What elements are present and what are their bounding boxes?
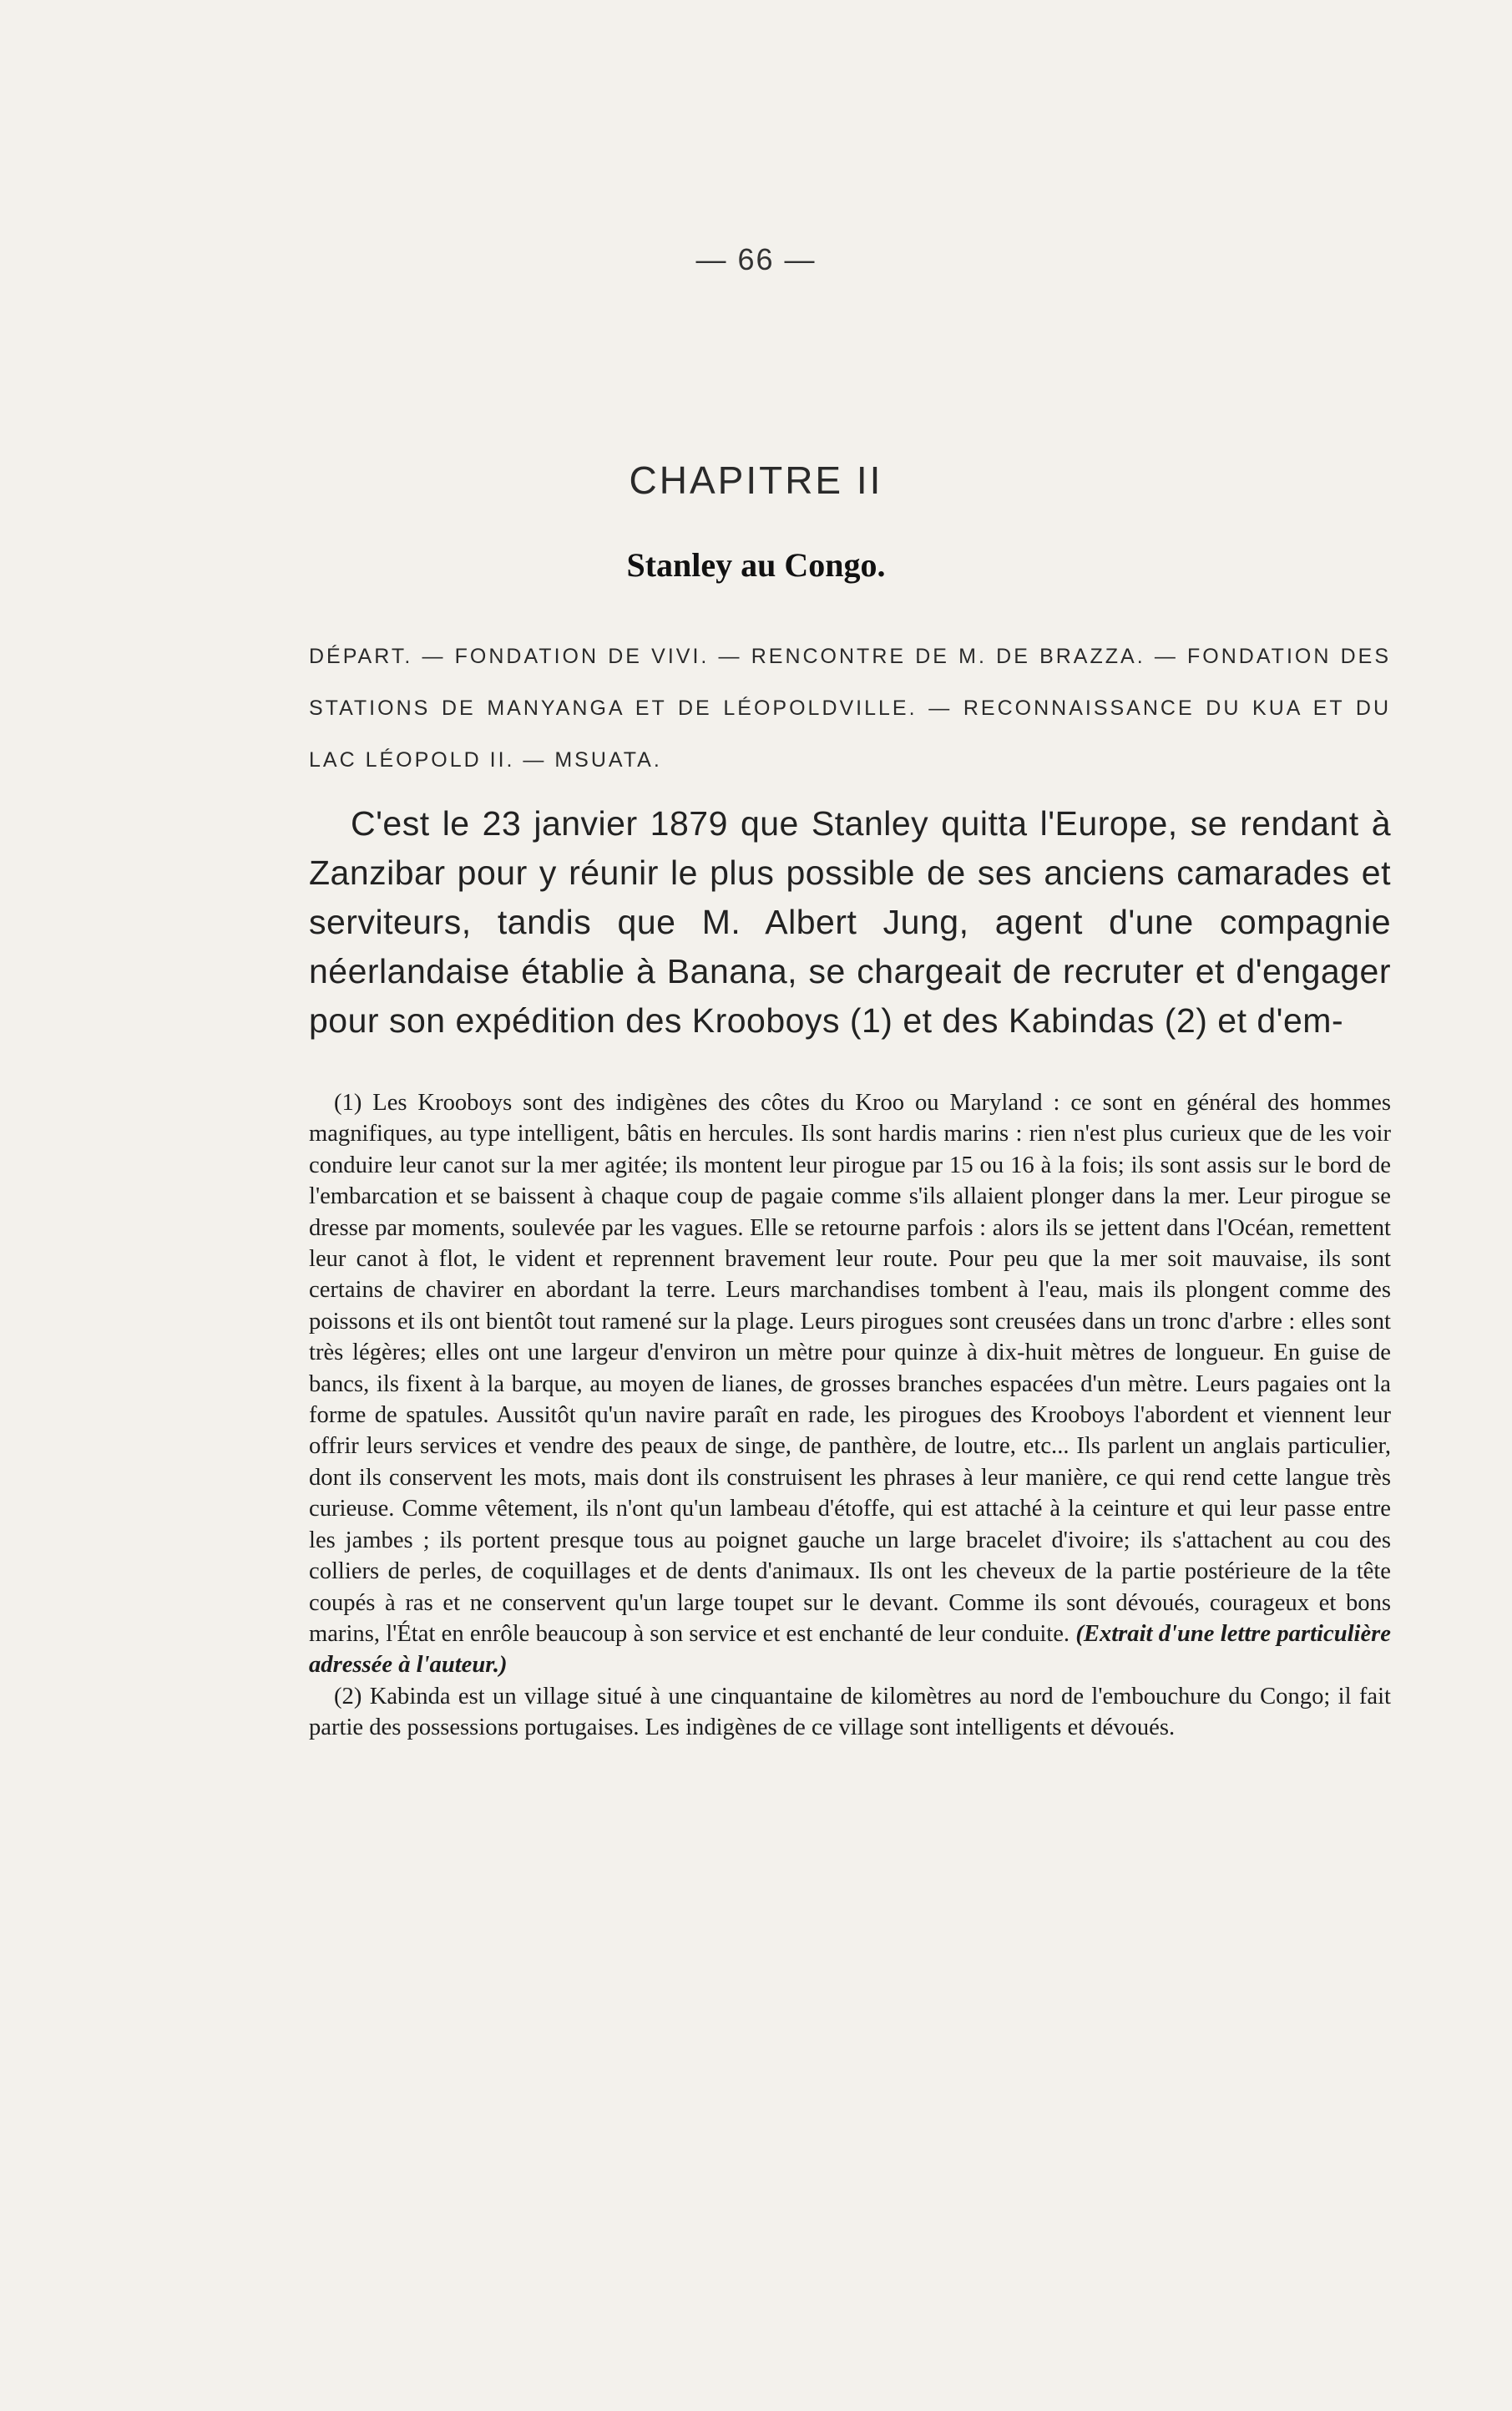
footnote-1-source: (Extrait d'une lettre particulière adressée à l'auteur.): [309, 1620, 1391, 1679]
chapter-title: CHAPITRE II: [629, 458, 883, 502]
chapter-subtitle: Stanley au Congo.: [626, 546, 886, 584]
footnotes: [309, 1087, 1391, 1744]
body-paragraph: C'est le 23 janvier 1879 que Stanley quitta l'Europe, se rendant à Zanzibar pour y réunir le plus possible de ses anciens camarades et serviteurs, tandis que M. Albert Jung, agent d'une compagnie néerlandaise établie à Banana, se chargeait de recruter et d'engager pour son expédition des Krooboys (1) et des Kabindas (2) et d'em-: [309, 804, 1391, 1040]
chapter-summary: DÉPART. — FONDATION DE VIVI. — RENCONTRE DE M. DE BRAZZA. — FONDATION DES STATIONS DE MANYANGA ET DE LÉOPOLDVILLE. — RECONNAISSANCE DU KUA ET DU LAC LÉOPOLD II. — MSUATA.: [309, 645, 1391, 772]
page-number: — 66 —: [695, 242, 817, 276]
footnote-2: [309, 1681, 1391, 1744]
footnote-1-text: (1) Les Krooboys sont des indigènes des côtes du Kroo ou Maryland : ce sont en général des hommes magnifiques, au type intelligent, bâtis en hercules. Ils sont hardis marins : rien n'est plus curieux que de les voir conduire leur canot sur la mer agitée; ils montent leur pirogue par 15 ou 16 à la fois; ils sont assis sur le bord de l'embarcation et se baissent à chaque coup de pagaie comme s'ils allaient plonger dans la mer. Leur pirogue se dresse par moments, soulevée par les vagues. Elle se retourne parfois : alors ils se jettent dans l'Océan, remettent leur canot à flot, le vident et reprennent bravement leur route. Pour peu que la mer soit mauvaise, ils sont certains de chavirer en abordant la terre. Leurs marchandises tombent à l'eau, mais ils plongent comme des poissons et ils ont bientôt tout ramené sur la plage. Leurs pirogues sont creusées dans un tronc d'arbre : elles sont très légères; elles ont une largeur d'environ un mètre pour quinze à dix-huit mètres de longueur. En guise de bancs, ils fixent à la barque, au moyen de lianes, de grosses branches espacées d'un mètre. Leurs pagaies ont la forme de spatules. Aussitôt qu'un navire paraît en rade, les pirogues des Krooboys l'abordent et viennent leur offrir leurs services et vendre des peaux de singe, de panthère, de loutre, etc... Ils parlent un anglais particulier, dont ils conservent les mots, mais dont ils construisent les phrases à leur manière, ce qui rend cette langue très curieuse. Comme vêtement, ils n'ont qu'un lambeau d'étoffe, qui est attaché à la ceinture et qui leur passe entre les jambes ; ils portent presque tous au poignet gauche un large bracelet d'ivoire; ils s'attachent au cou des colliers de perles, de coquillages et de dents d'animaux. Ils ont les cheveux de la partie postérieure de la tête coupés à ras et ne conservent qu'un large toupet sur le devant. Comme ils sont dévoués, courageux et bons marins, l'État en enrôle beaucoup à son service et est enchanté de leur conduite.: [309, 1090, 1391, 1647]
footnote-1: [309, 1087, 1391, 1681]
footnote-2-text: (2) Kabinda est un village situé à une cinquantaine de kilomètres au nord de l'embouchure du Congo; il fait partie des possessions portugaises. Les indigènes de ce village sont intelligents et dévoués.: [309, 1683, 1391, 1741]
